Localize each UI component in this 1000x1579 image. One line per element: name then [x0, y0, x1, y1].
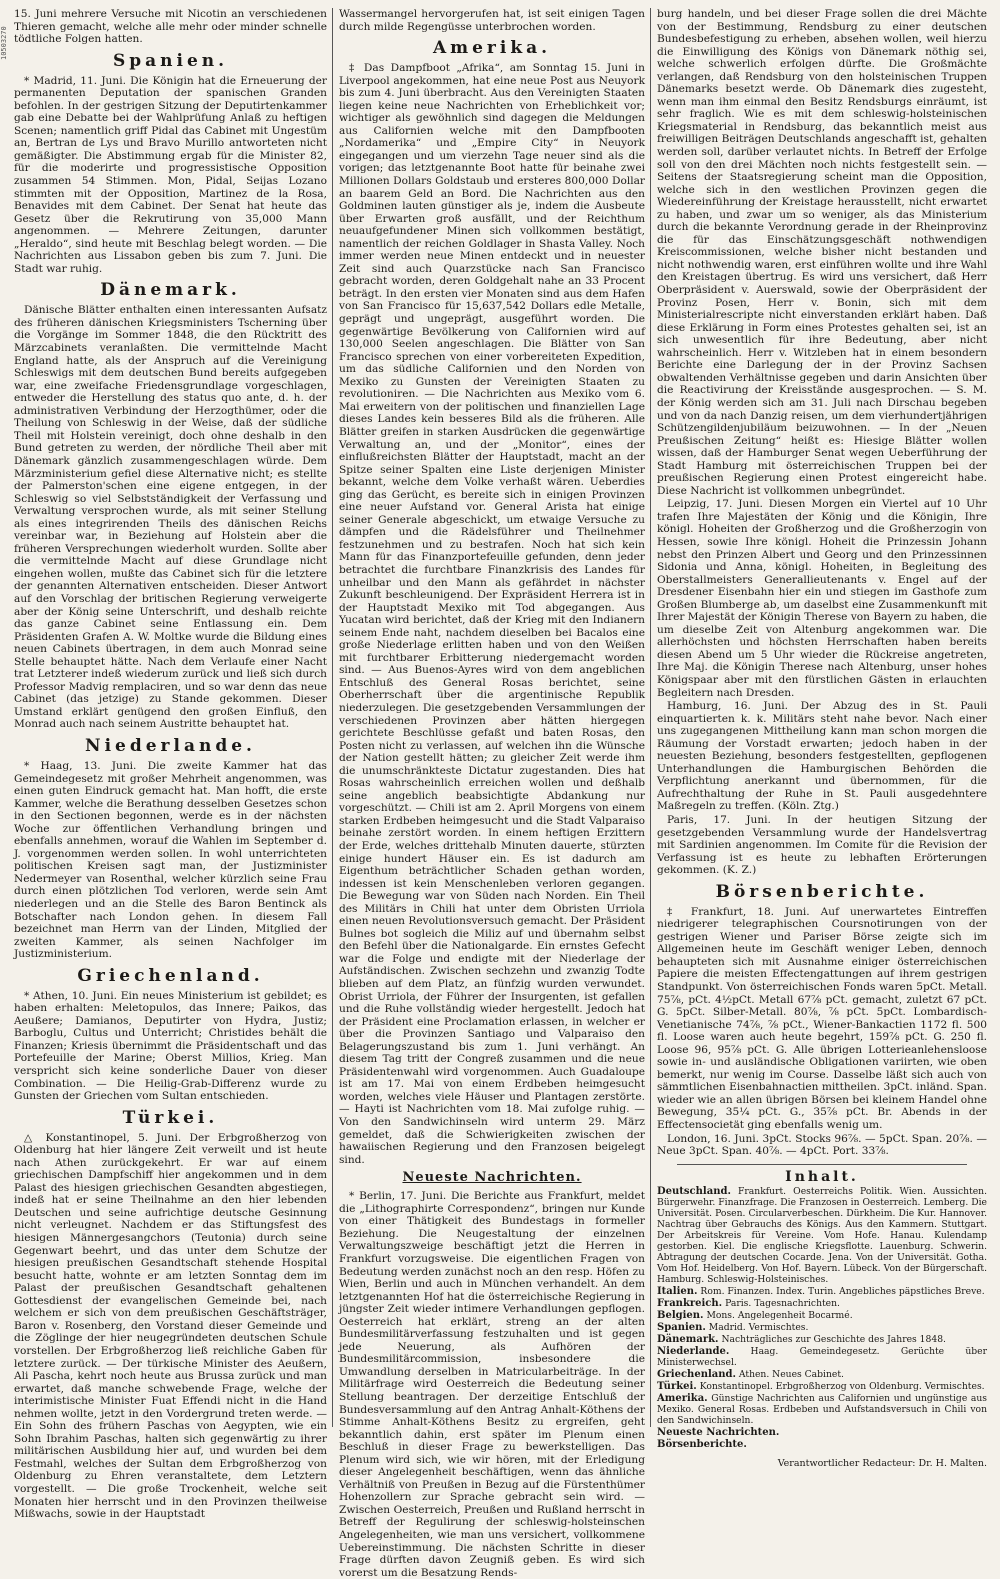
contents-text: Nachträgliches zur Geschichte des Jahres 1848. — [718, 1334, 946, 1346]
contents-text: Paris. Tagesnachrichten. — [722, 1298, 840, 1310]
contents-entry — [657, 1393, 987, 1426]
contents-text: Mons. Angelegenheit Bocarmé. — [703, 1310, 853, 1322]
contents-entry — [657, 1334, 987, 1345]
article-tuerkei: △ Konstantinopel, 5. Juni. Der Erbgroßherzog von Oldenburg hat hier längere Zeit verweilt und ist heute nach Athen zurückgekehrt. Er war auf einem griechischen Dampfschiff hier angekommen und in dem Palast des hiesigen griechischen Gesandten abgestiegen, indeß hat er seine Theilnahme an den hier lebenden Deutschen und seine aufrichtige deutsche Gesinnung nicht verleugnet. Nachdem er das Stiftungsfest des hiesigen Männergesangchors (Teutonia) durch seine Gegenwart beehrt, und das unter dem Schutze der hiesigen preußischen Gesandtschaft stehende Hospital besucht hatte, wohnte er am letzten Sonntag dem im Palast der preußischen Gesandtschaft gehaltenen Gottesdienst der evangelischen Gemeinde bei, nach welchem er sich von dem preußischen Geschäftsträger, Baron v. Rosenberg, den Vorstand dieser Gemeinde und die Zöglinge der hier neugegründeten deutschen Schule vorstellen. Der Erbgroßherzog ließ reichliche Gaben für letztere zurück. — Der türkische Minister des Aeußern, Ali Pascha, kehrt noch heute aus Brussa zurück und man erwartet, daß manche schwebende Frage, welche der interimistische Minister Fuat Effendi nicht in die Hand nehmen wollte, jetzt in den Vordergrund treten werde. — Ein Sohn des frühern Paschas von Aegypten, wie ein Sohn Ibrahim Paschas, halten sich gegenwärtig zu ihrer militärischen Ausbildung hier auf, und wurden bei dem Festmahl, welches der Sultan dem Erbgroßherzog von Oldenburg zu Ehren veranstaltete, dem Letztern vorgestellt. — Die große Trockenheit, welche seit Monaten hier herrscht und in den Provinzen theilweise Mißwachs, sowie in der Hauptstadt — [14, 1131, 327, 1521]
section-heading-amerika: Amerika. — [432, 38, 552, 59]
article-continuation: burg handeln, und bei dieser Frage sollen die drei Mächte von der Bestimmung, Rendsburg zu einer deutschen Bundesbefestigung zu erheben, absehen wollen, weil hierzu die Einwilligung des Königs von Dänemark nöthig sei, welche schwerlich erfolgen dürfte. Die Großmächte verlangen, daß Rendsburg von den holsteinischen Truppen Dänemarks besetzt werde. Ob Dänemark dies zugesteht, wenn man ihm einmal den Besitz Rendsburgs einräumt, ist sehr fraglich. Wie es mit dem schleswig-holsteinischen Kriegsmaterial in Rendsburg, das bekanntlich meist aus freiwilligen Beiträgen Deutschlands angeschafft ist, gehalten werden soll, darüber verlautet nichts. In Betreff der Erfolge soll von den drei Mächten noch nichts festgestellt sein. — Seitens der Staatsregierung scheint man die Opposition, welche sich in den westlichen Provinzen gegen die Wiedereinführung der Kreistage herausstellt, nicht erwartet zu haben, und zwar um so weniger, als das Ministerium durch die bekannte Verordnung gerade in der Rheinprovinz die für das Einschätzungsgeschäft nothwendigen Kreiscommissionen, welche bisher nicht bestanden und nicht nothwendig waren, erst einführen wollte und ihre Wahl den Kreistagen übertrug. Es wird uns versichert, daß Herr Oberpräsident v. Auerswald, sowie der Oberpräsident der Provinz Posen, Herr v. Bonin, sich mit dem Ministerialrescripte nicht einverstanden erklärt haben. Daß diese Erklärung in Form eines Protestes gehalten sei, ist an sich unwesentlich für ihre Bedeutung, aber nicht wahrscheinlich. Herr v. Witzleben hat in einem besondern Berichte eine Darlegung der in der Provinz Sachsen obwaltenden Verhältnisse gegeben und darin Ansichten über die Reactivirung der Kreisstände ausgesprochen. — S. M. der König werden sich am 31. Juli nach Dirschau begeben und von da nach Danzig reisen, um dem vierhundertjährigen Schützengildenjubiläum beizuwohnen. — In der „Neuen Preußischen Zeitung“ heißt es: Hiesige Blätter wollen wissen, daß der Hamburger Senat wegen Ueberführung der Stadt Hamburg mit österreichischen Truppen bei der preußischen Regierung einen Protest eingereicht habe. Diese Nachricht ist vollkommen unbegründet. — [657, 8, 987, 497]
column-divider — [650, 8, 651, 1427]
contents-text: Konstantinopel. Erbgroßherzog von Oldenburg. Vermischtes. — [696, 1381, 985, 1393]
article-amerika: ‡ Das Dampfboot „Afrika“, am Sonntag 15. Juni in Liverpool angekommen, hat eine neue Post aus Neuyork bis zum 4. Juni überbracht. Aus den Vereinigten Staaten liegen keine neue Nachrichten von Erheblichkeit vor; wichtiger als gewöhnlich sind dagegen die Meldungen aus Californien welche mit den Dampfbooten „Nordamerika“ und „Empire City“ in Neuyork eingegangen und um vierzehn Tage neuer sind als die vorigen; das letztgenannte Boot hatte für beinahe zwei Millionen Dollars Goldstaub und ersteres 800,000 Dollar an baarem Geld an Bord. Die Nachrichten aus den Goldminen lauten günstiger als je, indem die Ausbeute über Erwarten groß ausfällt, und der Reichthum neuaufgefundener Minen sich vollkommen bestätigt, namentlich der reichen Goldlager in Shasta Valley. Noch immer werden neue Minen entdeckt und in neuester Zeit sind auch Quarzstücke nach San Francisco gebracht worden, deren Goldgehalt nahe an 33 Procent beträgt. In den ersten vier Monaten sind aus dem Hafen von San Francisco für 15,637,542 Dollars edle Metalle, geprägt und ungeprägt, ausgeführt worden. Die gegenwärtige Bevölkerung von Californien wird auf 130,000 Seelen angeschlagen. Die Blätter von San Francisco sprechen von einer vorbereiteten Expedition, um das südliche Californien und den Norden von Mexiko zu Gunsten der Vereinigten Staaten zu revolutioniren. — Die Nachrichten aus Mexiko vom 6. Mai erweitern von der politischen und finanziellen Lage dieses Landes kein besseres Bild als die früheren. Alle Blätter greifen in starken Ausdrücken die gegenwärtige Verwaltung an, und der „Monitor“, eines der einflußreichsten Blätter der Hauptstadt, macht an der Spitze seiner Spalten eine Liste derjenigen Minister bekannt, welche dem Volke verhaßt wären. Ueberdies ging das Gerücht, es bereite sich in einigen Provinzen eine neuer Aufstand vor. General Arista hat einige seiner Generale abgeschickt, um etwaige Versuche zu dämpfen und die Rädelsführer und Theilnehmer festzunehmen und zu bestrafen. Noch hat sich kein Mann für das Finanzportefeuille gefunden, denn jeder betrachtet die furchtbare Finanzkrisis des Landes für unheilbar und den Mann als gefährdet in nächster Zukunft beschleunigend. Der Expräsident Herrera ist in der Hauptstadt Mexiko mit Tod abgegangen. Aus Yucatan wird berichtet, daß der Krieg mit den Indianern seinem Ende naht, nachdem dieselben bei Bacalos eine große Niederlage erlitten haben und von den Weißen mit furchtbarer Erbitterung niedergemacht worden sind. — Aus Buenos-Ayres wird von dem angeblichen Entschluß des General Rosas berichtet, seine Oberherrschaft über die argentinische Republik niederzulegen. Die gesetzgebenden Versammlungen der verschiedenen Provinzen aber hätten hiergegen gerichtete Beschlüsse gefaßt und baten Rosas, den Posten nicht zu verlassen, auf welchen ihn die Wünsche der Nation gestellt hätten; zu gleicher Zeit werde ihm die unumschränkteste Dictatur zugestanden. Dies hat Rosas wahrscheinlich erreichen wollen und deßhalb seine angeblich beabsichtigte Abdankung nur vorgeschützt. — Chili ist am 2. April Morgens von einem starken Erdbeben heimgesucht und die Stadt Valparaiso beinahe zerstört worden. In einem heftigen Erzittern der Erde, welches drittehalb Minuten dauerte, stürzten einige hundert Häuser ein. Es ist dadurch am Eigenthum beträchtlicher Schaden gethan worden, indessen ist kein Menschenleben verloren gegangen. Die Bewegung war von Süden nach Norden. Ein Theil des Militärs in Chili hat unter dem Obristen Urriola einen neuen Revolutionsversuch gemacht. Der Präsident Bulnes bot sogleich die Miliz auf und übernahm selbst den Befehl über die Nationalgarde. Ein ernstes Gefecht war die Folge und endigte mit der Niederlage der Aufständischen. Zwischen sechzehn und zwanzig Todte blieben auf dem Platz, an fünfzig wurden verwundet. Obrist Urriola, der Führer der Insurgenten, ist gefallen und die Ruhe vollständig wieder hergestellt. Jedoch hat der Präsident eine Proclamation erlassen, in welcher er über die Provinzen Santiago und Valparaiso den Belagerungszustand bis zum 1. Juni verhängt. An diesem Tag tritt der Congreß zusammen und die neue Präsidentenwahl wird vorgenommen. Auch Guadaloupe ist am 17. Mai von einem Erdbeben heimgesucht worden, welches viele Häuser und Plantagen zerstörte. — Hayti ist Nachrichten vom 18. Mai zufolge ruhig. — Von den Sandwichinseln wird unterm 29. März gemeldet, daß die Schwierigkeiten zwischen der hawaiischen Regierung und den Franzosen beigelegt sind. — [339, 62, 645, 1166]
contents-text: Rom. Finanzen. Index. Turin. Angebliches päpstliches Breve. — [697, 1286, 985, 1298]
article-continuation: 15. Juni mehrere Versuche mit Nicotin an verschiedenen Thieren gemacht, welche alle mehr oder minder schnelle tödtliche Folgen hatten. — [14, 8, 327, 46]
contents-country: Spanien. — [657, 1322, 706, 1334]
article-leipzig: Leipzig, 17. Juni. Diesen Morgen ein Viertel auf 10 Uhr trafen Ihre Majestäten der König und die Königin, Ihre königl. Hoheiten der Großherzog und die Großherzogin von Hessen, sowie Ihre königl. Hoheit die Prinzessin Johann nebst den Prinzen Albert und Georg und den Prinzessinnen Sidonia und Anna, königl. Hoheiten, in Begleitung des Oberstallmeisters Generallieutenants v. Engel auf der Dresdener Eisenbahn hier ein und stiegen im Gasthofe zum Großen Blumberge ab, um daselbst eine Zusammenkunft mit Ihrer Majestät der Königin Therese von Bayern zu haben, die um dieselbe Zeit von Altenburg angekommen war. Die allerhöchsten und höchsten Herrschaften haben bereits diesen Abend um 5 Uhr wieder die Rückreise angetreten, Ihre Maj. die Königin Therese nach Altenburg, unser hohes Königspaar aber mit den fürstlichen Gästen in erlauchten Begleitern nach Dresden. — [657, 498, 987, 699]
section-heading-neueste-nachrichten: Neueste Nachrichten. — [402, 1170, 582, 1186]
contents-text: Athen. Neues Cabinet. — [735, 1369, 844, 1381]
article-boersen-london: London, 16. Juni. 3pCt. Stocks 96⅞. — 5pCt. Span. 20⅞. — Neue 3pCt. Span. 40⅞. — 4pCt. Port. 33⅞. — [657, 1132, 987, 1158]
divider — [677, 1164, 967, 1165]
section-heading-boersenberichte: Börsenberichte. — [715, 881, 929, 902]
contents-entry — [657, 1310, 987, 1321]
editor-credit: Verantwortlicher Redacteur: Dr. H. Malten. — [777, 1458, 987, 1470]
article-niederlande: * Haag, 13. Juni. Die zweite Kammer hat das Gemeindegesetz mit großer Mehrheit angenommen, was einen guten Eindruck gemacht hat. Man hofft, die erste Kammer, welche die Berathung desselben Gesetzes schon in den Sectionen begonnen, werde es in der nächsten Woche zur öffentlichen Verhandlung bringen und ebenfalls annehmen, worauf die Wahlen im September d. J. vorgenommen werden sollen. In wohl unterrichteten politischen Kreisen sagt man, der Justizminister Nedermeyer van Rosenthal, welcher kürzlich seine Frau durch einen plötzlichen Tod verloren, werde sein Amt niederlegen und an die Stelle des Baron Bentinck als Botschafter nach London gehen. In diesem Fall bezeichnet man Herrn van der Linden, Mitglied der zweiten Kammer, als seinen Nachfolger im Justizministerium. — [14, 759, 327, 961]
contents-entry — [657, 1381, 987, 1392]
contents-entry — [657, 1286, 987, 1297]
column-left — [14, 8, 327, 1521]
contents-entry — [657, 1369, 987, 1380]
section-heading-spanien: Spanien. — [112, 50, 229, 71]
contents-entry — [657, 1186, 987, 1285]
contents-country: Belgien. — [657, 1310, 704, 1322]
contents-text: Günstige Nachrichten aus Californien und ungünstige aus Mexiko. General Rosas. Erdbeben und Aufstandsversuch in Chili von den Sandwichinseln. — [657, 1393, 987, 1427]
contents-text: Haag. Gemeindegesetz. Gerüchte über Ministerwechsel. — [657, 1346, 987, 1369]
archive-id: 10503270 — [0, 26, 8, 60]
contents-text: Madrid. Vermischtes. — [705, 1322, 809, 1334]
contents-entry — [657, 1439, 987, 1450]
section-heading-tuerkei: Türkei. — [122, 1107, 219, 1128]
contents-country: Griechenland. — [657, 1369, 736, 1381]
contents-list — [657, 1186, 987, 1450]
contents-country: Amerika. — [657, 1393, 708, 1405]
contents-country: Türkei. — [657, 1381, 697, 1393]
article-griechenland: * Athen, 10. Juni. Ein neues Ministerium ist gebildet; es haben erhalten: Meletopulos, das Innere; Paikos, das Aeußere; Damianos, Deputirter von Hydra, Justiz; Barboglu, Cultus und Unterricht; Christides behält die Finanzen; Kriesis übernimmt die Präsidentschaft und das Portefeuille der Marine; Oberst Millios, Krieg. Man verspricht sich keine sonderliche Dauer von dieser Combination. — Die Heilig-Grab-Differenz wurde zu Gunsten der Griechen vom Sultan entschieden. — [14, 989, 327, 1103]
column-right — [657, 8, 987, 1470]
section-heading-griechenland: Griechenland. — [77, 965, 264, 986]
column-middle — [339, 8, 645, 1579]
article-neueste-nachrichten: * Berlin, 17. Juni. Die Berichte aus Frankfurt, meldet die „Lithographirte Correspondenz“, bringen nur Kunde von einer Thätigkeit des Bundestags in formeller Beziehung. Die Neugestaltung der einzelnen Verwaltungszweige beschäftigt jetzt die Herren in Frankfurt vorzugsweise. Die eigentlichen Fragen von Bedeutung werden zunächst noch an den resp. Höfen zu Wien, Berlin und auch in München verhandelt. An dem letztgenannten Hof hat die österreichische Regierung in jüngster Zeit wieder intimere Verhandlungen gepflogen. Oesterreich hat erklärt, streng an der alten Bundesmilitärverfassung festzuhalten und ist gegen jede Neuerung, als Aufhören der Bundesmilitärcommission, insbesondere die Umwandlung derselben in Matricularbeiträge. In der Militärfrage wird Oesterreich die Bedeutung seiner Stellung beantragen. Der derzeitige Entschluß der Bundesversammlung auf den Antrag Anhalt-Köthens der Stimme Anhalt-Köthens Besitz zu ergreifen, geht bekanntlich dahin, erst später im Plenum einen Beschluß in dieser Frage zu bewerkstelligen. Das Plenum wird sich, wie wir hören, mit der Erledigung dieser Angelegenheit beschäftigen, wenn das ähnliche Verhältniß von Preußen in Bezug auf die Fürstenthümer Hohenzollern zur Sprache gebracht sein wird. — Zwischen Oesterreich, Preußen und Rußland herrscht in Betreff der Regulirung der schleswig-holsteinschen Angelegenheiten, wie man uns versichert, vollkommene Uebereinstimmung. Die nächsten Schritte in dieser Frage dürften davon Zeugniß geben. Es wird sich vorerst um die Besatzung Rends- — [339, 1190, 645, 1579]
column-divider — [332, 8, 333, 1427]
contents-text: Frankfurt. Oesterreichs Politik. Wien. Aussichten. Bürgerwehr. Finanzfrage. Die Franzosen in Oesterreich. Lemberg. Die Universität. Posen. Circularverbeschen. Dürkheim. Die Kur. Hannover. Nachtrag über Gebrauchs des Königs. Aus den Kammern. Stuttgart. Der Arbeitskreis für Vereine. Vom Hofe. Hanau. Kulendamp gestorben. Kiel. Die englische Kriegsflotte. Lauenburg. Schwerin. Abtragung der deutschen Cocarde. Jena. Von der Universität. Gotha. Vom Hof. Heidelberg. Von Hof. Bayern. Lübeck. Von der Bürgerschaft. Hamburg. Schleswig-Holsteinisches. — [657, 1186, 987, 1286]
contents-country: Neueste Nachrichten. — [657, 1427, 780, 1439]
section-heading-daenemark: Dänemark. — [100, 280, 241, 301]
article-spanien: * Madrid, 11. Juni. Die Königin hat die Erneuerung der permanenten Deputation der spanischen Granden befohlen. In der gestrigen Sitzung der Deputirtenkammer gab eine Debatte bei der Wahlprüfung Anlaß zu heftigen Scenen; namentlich griff Pidal das Cabinet mit Ungestüm an, Bertran de Lys und Bravo Murillo antworteten nicht gemäßigter. Die Abstimmung ergab für die Minister 82, für die moderirte und progressistische Opposition zusammen 54 Stimmen. Mon, Pidal, Seijas Lozano stimmten mit der Opposition, Martinez de la Rosa, Benavides mit dem Cabinet. Der Senat hat heute das Gesetz über die Rekrutirung von 35,000 Mann angenommen. — Mehrere Zeitungen, darunter „Heraldo“, sind heute mit Beschlag belegt worden. — Die Nachrichten aus Lissabon geben bis zum 7. Juni. Die Stadt war ruhig. — [14, 74, 327, 275]
contents-country: Frankreich. — [657, 1298, 723, 1310]
contents-entry — [657, 1427, 987, 1438]
article-paris: Paris, 17. Juni. In der heutigen Sitzung der gesetzgebenden Versammlung wurde der Handelsvertrag mit Sardinien angenommen. Im Comite für die Revision der Verfassung ist es heute zu lebhaften Erörterungen gekommen. (K. Z.) — [657, 814, 987, 877]
article-daenemark: Dänische Blätter enthalten einen interessanten Aufsatz des früheren dänischen Kriegsministers Tscherning über die Vorgänge im Sommer 1848, die den Rücktritt des Märzcabinets veranlaßten. Die vermittelnde Macht England hatte, als der Anspruch auf die Vereinigung Schleswigs mit dem deutschen Bund bereits aufgegeben war, eine zweifache Friedensgrundlage vorgeschlagen, entweder die Herstellung des status quo ante, d. h. der administrativen Verbindung der Herzogthümer, oder die Theilung von Schleswig in der Weise, daß der südliche Theil mit Holstein vereinigt, doch ohne deshalb in den Bund getreten zu werden, der nördliche Theil aber mit Dänemark gänzlich zusammengeschlagen würde. Dem Märzministerium gefiel diese Alternative nicht; es stellte der Palmerston'schen eine eigene entgegen, in der Schleswig so viel Selbstständigkeit der Verfassung und Verwaltung versprochen wurde, als mit seiner Stellung als eines integrirenden Theils des dänischen Reichs vereinbar war, in Beziehung auf Holstein aber die früheren Versprechungen wiederholt wurden. Sollte aber die vermittelnde Macht auf diese Grundlage nicht eingehen wollen, mußte das Cabinet sich für die letztere der genannten Alternativen entscheiden. Dieser Antwort auf den Vorschlag der britischen Regierung verweigerte aber der König seine Unterschrift, und deshalb reichte das ganze Cabinet seine Entlassung ein. Dem Präsidenten Grafen A. W. Moltke wurde die Bildung eines neuen Cabinets übertragen, in dem auch Monrad seine Stelle behauptet hätte. Nach dem Verlaufe einer Nacht trat Letzterer indeß wiederum zurück und ließ sich durch Professor Madvig remplaciren, und so war denn das neue Cabinet (das jetzige) zu Stande gekommen. Dieser Umstand erklärt genügend den großen Einfluß, den Monrad auch nach seinem Austritte behauptet hat. — [14, 304, 327, 731]
contents-country: Italien. — [657, 1286, 698, 1298]
contents-heading: Inhalt. — [785, 1168, 859, 1185]
article-hamburg: Hamburg, 16. Juni. Der Abzug des in St. Pauli einquartierten k. k. Militärs steht nahe bevor. Nach einer uns zugegangenen Mittheilung kann man schon morgen die Räumung der Vorstadt erwarten; jedoch haben in der neuesten Beziehung, besonders festgestellten, gepflogenen Unterhandlungen die Hamburgischen Behörden die Verpflichtung anerkannt und übernommen, für die Aufrechthaltung der Ruhe in St. Pauli ausgedehntere Maßregeln zu treffen. (Köln. Ztg.) — [657, 700, 987, 813]
section-heading-niederlande: Niederlande. — [85, 735, 256, 756]
contents-country: Niederlande. — [657, 1346, 730, 1358]
contents-entry — [657, 1346, 987, 1368]
article-boersen-frankfurt: ‡ Frankfurt, 18. Juni. Auf unerwartetes Eintreffen niedrigerer telegraphischen Coursnotirungen von der gestrigen Wiener und Pariser Börse zeigte sich im Allgemeinen heute im Geschäft weniger Leben, dennoch behaupteten sich mit Ausnahme einiger österreichischen Papiere die meisten Effectengattungen auf ihrem gestrigen Standpunkt. Von österreichischen Fonds waren 5pCt. Metall. 75⅞, pCt. 4½pCt. Metall 67⅞ pCt. gemacht, zuletzt 67 pCt. G. 5pCt. Silber-Metall. 80⅞, ⅞ pCt. 5pCt. Lombardisch-Venetianische 74⅞, ⅞ pCt., Wiener-Bankactien 1172 fl. 500 fl. Loose waren auch heute begehrt, 159⅞ pCt. G. 250 fl. Loose 96, 95⅞ pCt. G. Alle übrigen Lotterieanlehensloose sowie in- und ausländische Obligationen variirten, wie oben bemerkt, nur wenig im Course. Dasselbe läßt sich auch von sämmtlichen Eisenbahnactien mittheilen. 3pCt. inländ. Span. wieder wie an allen übrigen Börsen bei kleinem Handel ohne Bewegung, 35¼ pCt. G., 35⅞ pCt. Br. Abends in der Effectensocietät ging ebenfalls wenig um. — [657, 905, 987, 1132]
contents-entry — [657, 1322, 987, 1333]
article-continuation: Wassermangel hervorgerufen hat, ist seit einigen Tagen durch milde Regengüsse unterbrochen worden. — [339, 8, 645, 33]
contents-entry — [657, 1298, 987, 1309]
contents-country: Börsenberichte. — [657, 1439, 747, 1451]
contents-country: Deutschland. — [657, 1186, 731, 1198]
contents-country: Dänemark. — [657, 1334, 719, 1346]
